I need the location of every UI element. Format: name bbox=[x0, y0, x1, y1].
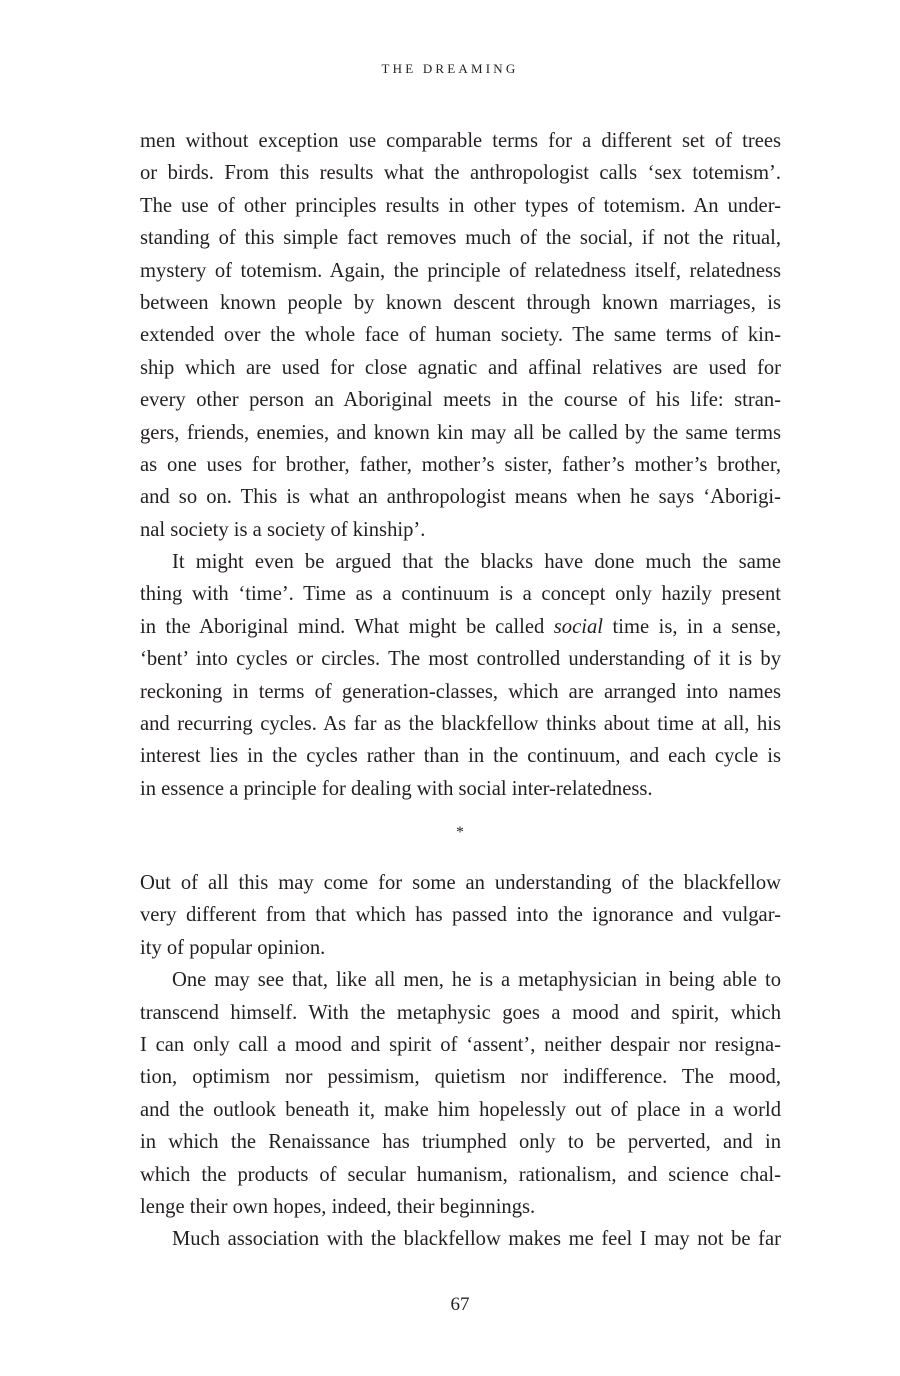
text-line: very different from that which has passed into the ignorance and vulgar- bbox=[140, 904, 781, 927]
text-line: Much association with the blackfellow makes me feel I may not be far bbox=[172, 1228, 781, 1251]
text-line: ship which are used for close agnatic and affinal relatives are used for bbox=[140, 356, 781, 379]
section-separator-asterisk: * bbox=[456, 824, 464, 841]
text-line: in essence a principle for dealing with social inter-relatedness. bbox=[140, 777, 653, 800]
text-line: mystery of totemism. Again, the principle of relatedness itself, relatedness bbox=[140, 259, 781, 282]
text-line: and so on. This is what an anthropologist means when he says ‘Aborigi- bbox=[140, 486, 781, 509]
text-line: reckoning in terms of generation-classes, which are arranged into names bbox=[140, 680, 781, 703]
text-line: ity of popular opinion. bbox=[140, 936, 326, 959]
text-line: between known people by known descent through known marriages, is bbox=[140, 292, 781, 314]
text-line: in which the Renaissance has triumphed only to be perverted, and in bbox=[140, 1131, 781, 1154]
text-line: and recurring cycles. As far as the blackfellow thinks about time at all, his bbox=[140, 713, 781, 735]
text-line: It might even be argued that the blacks have done much the same bbox=[172, 551, 781, 573]
text-span: time is, in a sense, bbox=[603, 615, 781, 638]
text-line: which the products of secular humanism, rationalism, and science chal- bbox=[140, 1163, 781, 1186]
text-line: The use of other principles results in other types of totemism. An under- bbox=[140, 194, 781, 217]
text-line: nal society is a society of kinship’. bbox=[140, 518, 426, 541]
text-line: extended over the whole face of human society. The same terms of kin- bbox=[140, 324, 781, 347]
text-line: every other person an Aboriginal meets in the course of his life: stran- bbox=[140, 389, 781, 412]
text-line-with-italic bbox=[140, 611, 781, 643]
text-line: One may see that, like all men, he is a metaphysician in being able to bbox=[172, 969, 781, 992]
text-line: standing of this simple fact removes much of the social, if not the ritual, bbox=[140, 227, 781, 250]
text-span: in the Aboriginal mind. What might be called bbox=[140, 615, 554, 638]
text-line: and the outlook beneath it, make him hopelessly out of place in a world bbox=[140, 1098, 781, 1121]
text-line: interest lies in the cycles rather than in the continuum, and each cycle is bbox=[140, 745, 781, 768]
text-line: lenge their own hopes, indeed, their beginnings. bbox=[140, 1196, 536, 1218]
text-line: or birds. From this results what the anthropologist calls ‘sex totemism’. bbox=[140, 162, 781, 185]
page-number: 67 bbox=[450, 1294, 470, 1315]
text-line: transcend himself. With the metaphysic goes a mood and spirit, which bbox=[140, 1001, 781, 1024]
text-line: gers, friends, enemies, and known kin may all be called by the same terms bbox=[140, 421, 781, 444]
text-line: Out of all this may come for some an understanding of the blackfellow bbox=[140, 872, 781, 894]
text-line: thing with ‘time’. Time as a continuum is a concept only hazily present bbox=[140, 583, 781, 606]
text-line: men without exception use comparable terms for a different set of trees bbox=[140, 130, 781, 152]
text-line: as one uses for brother, father, mother’s sister, father’s mother’s brother, bbox=[140, 454, 781, 476]
italic-emphasis: social bbox=[553, 615, 603, 638]
text-line: tion, optimism nor pessimism, quietism nor indifference. The mood, bbox=[140, 1066, 781, 1089]
text-line: ‘bent’ into cycles or circles. The most controlled understanding of it is by bbox=[140, 648, 781, 671]
running-head: THE DREAMING bbox=[381, 61, 519, 76]
text-line: I can only call a mood and spirit of ‘assent’, neither despair nor resigna- bbox=[140, 1034, 781, 1056]
